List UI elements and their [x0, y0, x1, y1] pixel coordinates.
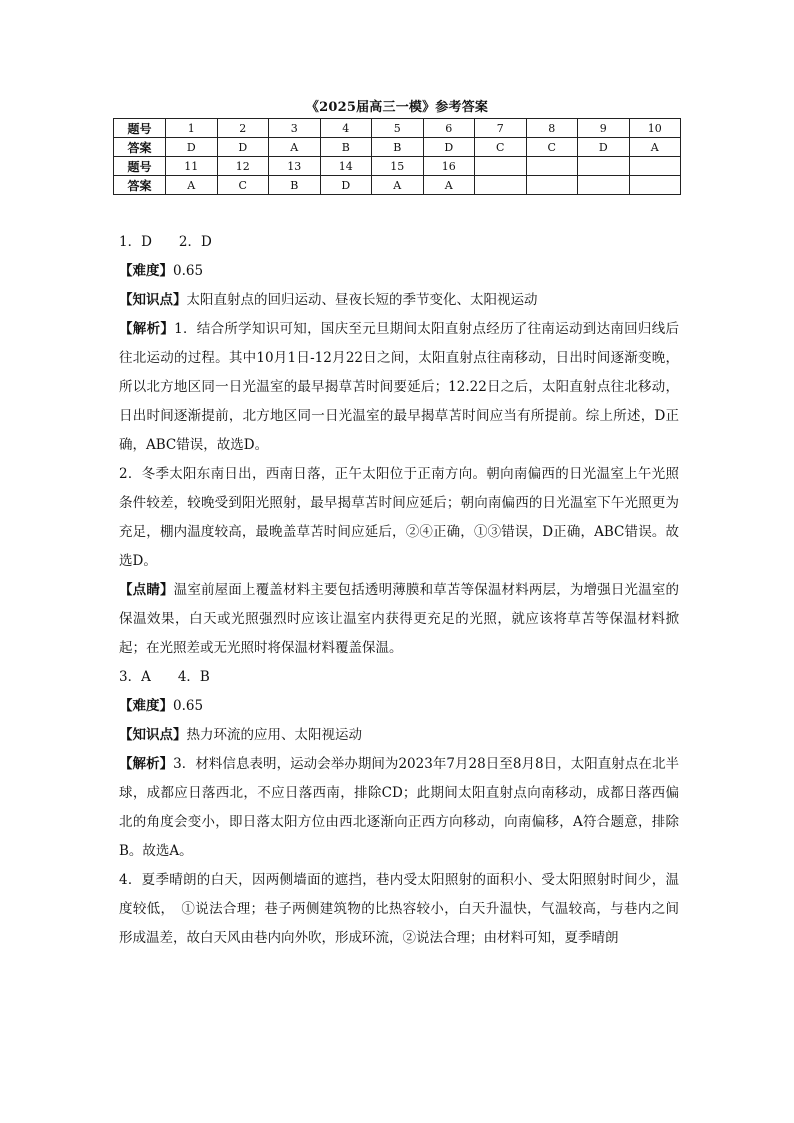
table-cell: D: [320, 176, 372, 195]
knowledge-tag: 【知识点】: [119, 292, 187, 308]
comment-tag: 【点睛】: [119, 582, 174, 598]
table-cell: C: [217, 176, 269, 195]
page-title: 《2025届高三一模》参考答案: [305, 100, 489, 115]
table-cell: [526, 157, 578, 176]
solution-content: [119, 228, 679, 953]
knowledge-tag: 【知识点】: [119, 727, 187, 743]
table-cell: D: [423, 138, 475, 157]
row-label-cell: 题号: [114, 157, 166, 176]
analysis-q1: [119, 315, 679, 460]
knowledge-text: 太阳直射点的回归运动、昼夜长短的季节变化、太阳视运动: [186, 292, 538, 308]
analysis-q4: 4．夏季晴朗的白天，因两侧墙面的遮挡，巷内受太阳照射的面积小、受太阳照射时间少，温度较低， ①说法合理；巷子两侧建筑物的比热容较小，白天升温快，气温较高，与巷内之间形成温差，故白天风由巷内向外吹，形成环流，②说法合理；由材料可知，夏季晴朗: [119, 872, 679, 946]
table-row: [114, 138, 681, 157]
table-cell: 5: [372, 119, 424, 138]
knowledge-line: [119, 721, 679, 750]
row-label-cell: 答案: [114, 176, 166, 195]
difficulty-tag: 【难度】: [119, 698, 173, 714]
answer-table: [113, 118, 681, 195]
table-cell: B: [269, 176, 321, 195]
table-cell: [578, 157, 630, 176]
table-cell: A: [629, 138, 681, 157]
table-cell: 2: [217, 119, 269, 138]
knowledge-text: 热力环流的应用、太阳视运动: [186, 727, 362, 743]
difficulty-tag: 【难度】: [119, 263, 173, 279]
table-row: [114, 157, 681, 176]
table-cell: 7: [475, 119, 527, 138]
table-cell: 9: [578, 119, 630, 138]
table-cell: 11: [166, 157, 218, 176]
answer-heading-q3-q4: 3．A 4．B: [119, 669, 210, 685]
table-cell: 3: [269, 119, 321, 138]
table-cell: A: [166, 176, 218, 195]
table-cell: 12: [217, 157, 269, 176]
table-cell: A: [269, 138, 321, 157]
table-cell: 14: [320, 157, 372, 176]
table-row: [114, 119, 681, 138]
analysis-q2: 2．冬季太阳东南日出，西南日落，正午太阳位于正南方向。朝向南偏西的日光温室上午光照条件较差，较晚受到阳光照射，最早揭草苫时间应延后；朝向南偏西的日光温室下午光照更为充足，棚内温度较高，最晚盖草苫时间应延后，②④正确，①③错误，D正确，ABC错误。故选D。: [119, 466, 679, 569]
table-cell: [475, 176, 527, 195]
table-cell: D: [166, 138, 218, 157]
table-cell: 16: [423, 157, 475, 176]
comment-paragraph: [119, 576, 679, 663]
table-cell: [629, 176, 681, 195]
difficulty-line: [119, 257, 679, 286]
table-cell: 1: [166, 119, 218, 138]
table-cell: [578, 176, 630, 195]
comment-text: 温室前屋面上覆盖材料主要包括透明薄膜和草苫等保温材料两层，为增强日光温室的保温效果，白天或光照强烈时应该让温室内获得更充足的光照，就应该将草苫等保温材料掀起；在光照差或无光照时将保温材料覆盖保温。: [119, 582, 680, 656]
analysis-tag: 【解析】: [119, 321, 175, 337]
difficulty-value: 0.65: [173, 263, 204, 279]
table-cell: [475, 157, 527, 176]
answer-heading-q1-q2: 1．D 2．D: [119, 234, 212, 250]
row-label-cell: 题号: [114, 119, 166, 138]
table-cell: 4: [320, 119, 372, 138]
knowledge-line: [119, 286, 679, 315]
table-cell: B: [320, 138, 372, 157]
table-cell: C: [526, 138, 578, 157]
table-row: [114, 176, 681, 195]
table-cell: [629, 157, 681, 176]
table-cell: 8: [526, 119, 578, 138]
table-cell: D: [578, 138, 630, 157]
table-cell: A: [372, 176, 424, 195]
table-cell: B: [372, 138, 424, 157]
difficulty-value: 0.65: [173, 698, 204, 714]
table-cell: 6: [423, 119, 475, 138]
analysis-q3: [119, 750, 679, 866]
row-label-cell: 答案: [114, 138, 166, 157]
table-cell: 13: [269, 157, 321, 176]
table-cell: [526, 176, 578, 195]
difficulty-line: [119, 692, 679, 721]
analysis-text: 1．结合所学知识可知，国庆至元旦期间太阳直射点经历了往南运动到达南回归线后往北运动的过程。其中10月1日-12月22日之间，太阳直射点往南移动，日出时间逐渐变晚，所以北方地区同一日光温室的最早揭草苫时间要延后；12.22日之后，太阳直射点往北移动，日出时间逐渐提前，北方地区同一日光温室的最早揭草苫时间应当有所提前。综上所述，D正确，ABC错误，故选D。: [119, 321, 679, 453]
analysis-tag: 【解析】: [119, 756, 174, 772]
table-cell: D: [217, 138, 269, 157]
analysis-text: 3．材料信息表明，运动会举办期间为2023年7月28日至8月8日，太阳直射点在北半球，成都应日落西北，不应日落西南，排除CD；此期间太阳直射点向南移动，成都日落西偏北的角度会变小，即日落太阳方位由西北逐渐向正西方向移动，向南偏移，A符合题意，排除B。故选A。: [119, 756, 680, 859]
table-cell: C: [475, 138, 527, 157]
table-cell: 10: [629, 119, 681, 138]
table-cell: A: [423, 176, 475, 195]
table-cell: 15: [372, 157, 424, 176]
